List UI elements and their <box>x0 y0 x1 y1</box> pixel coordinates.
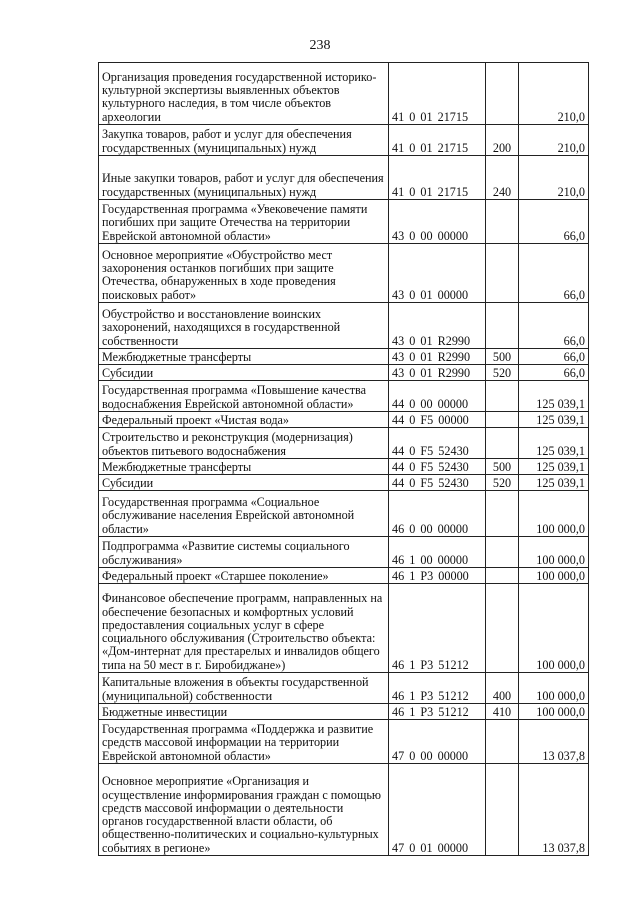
table-row <box>99 568 589 584</box>
table-row <box>99 125 589 156</box>
row-sum: 100 000,0 <box>519 568 589 584</box>
row-code: 47 0 00 00000 <box>389 720 486 764</box>
table-row <box>99 200 589 244</box>
table-row <box>99 720 589 764</box>
table-row <box>99 459 589 475</box>
row-vr: 240 <box>486 156 519 200</box>
row-name: Закупка товаров, работ и услуг для обеспечения государственных (муниципальных) нужд <box>99 125 389 156</box>
row-name: Федеральный проект «Старшее поколение» <box>99 568 389 584</box>
row-vr <box>486 200 519 244</box>
table-row <box>99 365 589 381</box>
row-name: Государственная программа «Социальное обслуживание населения Еврейской автономной области» <box>99 491 389 537</box>
row-sum: 210,0 <box>519 156 589 200</box>
row-sum: 125 039,1 <box>519 381 589 412</box>
page-number: 238 <box>309 38 331 53</box>
row-vr <box>486 412 519 428</box>
row-sum: 210,0 <box>519 125 589 156</box>
row-name: Межбюджетные трансферты <box>99 349 389 365</box>
table-row <box>99 673 589 704</box>
row-code: 43 0 01 R2990 <box>389 349 486 365</box>
row-name: Субсидии <box>99 365 389 381</box>
row-vr: 520 <box>486 365 519 381</box>
table-row <box>99 537 589 568</box>
row-code: 41 0 01 21715 <box>389 63 486 125</box>
row-vr <box>486 381 519 412</box>
table-row <box>99 412 589 428</box>
row-sum: 100 000,0 <box>519 673 589 704</box>
row-code: 44 0 00 00000 <box>389 381 486 412</box>
row-name: Организация проведения государственной историко-культурной экспертизы выявленных объектов культурного наследия, в том числе объектов археологии <box>99 63 389 125</box>
row-sum: 100 000,0 <box>519 537 589 568</box>
row-name: Основное мероприятие «Организация и осуществление информирования граждан с помощью средств массовой информации о деятельности органов государственной власти области, об общественно-политических и социально-культурных событиях в регионе» <box>99 764 389 856</box>
row-code: 41 0 01 21715 <box>389 156 486 200</box>
row-sum: 66,0 <box>519 200 589 244</box>
row-code: 43 0 01 R2990 <box>389 365 486 381</box>
row-vr <box>486 63 519 125</box>
row-code: 44 0 F5 00000 <box>389 412 486 428</box>
table-row <box>99 491 589 537</box>
row-code: 46 1 P3 51212 <box>389 673 486 704</box>
row-vr: 410 <box>486 704 519 720</box>
row-code: 41 0 01 21715 <box>389 125 486 156</box>
row-code: 47 0 01 00000 <box>389 764 486 856</box>
row-code: 43 0 01 00000 <box>389 244 486 303</box>
table-row <box>99 764 589 856</box>
table-row <box>99 428 589 459</box>
table-row <box>99 156 589 200</box>
row-sum: 125 039,1 <box>519 459 589 475</box>
row-code: 46 1 P3 00000 <box>389 568 486 584</box>
row-vr: 500 <box>486 349 519 365</box>
row-code: 44 0 F5 52430 <box>389 459 486 475</box>
budget-table <box>98 62 589 856</box>
row-sum: 13 037,8 <box>519 720 589 764</box>
row-code: 44 0 F5 52430 <box>389 475 486 491</box>
row-vr <box>486 303 519 349</box>
row-sum: 100 000,0 <box>519 584 589 673</box>
row-sum: 66,0 <box>519 244 589 303</box>
row-name: Государственная программа «Повышение качества водоснабжения Еврейской автономной области» <box>99 381 389 412</box>
row-name: Основное мероприятие «Обустройство мест захоронения останков погибших при защите Отечества, обнаруженных в ходе проведения поисковых работ» <box>99 244 389 303</box>
row-name: Обустройство и восстановление воинских захоронений, находящихся в государственной собственности <box>99 303 389 349</box>
row-name: Межбюджетные трансферты <box>99 459 389 475</box>
row-code: 46 1 00 00000 <box>389 537 486 568</box>
row-vr: 520 <box>486 475 519 491</box>
row-vr <box>486 568 519 584</box>
row-sum: 66,0 <box>519 349 589 365</box>
row-code: 46 1 P3 51212 <box>389 704 486 720</box>
table-row <box>99 475 589 491</box>
row-vr <box>486 764 519 856</box>
row-code: 43 0 01 R2990 <box>389 303 486 349</box>
row-sum: 125 039,1 <box>519 475 589 491</box>
row-name: Субсидии <box>99 475 389 491</box>
row-name: Федеральный проект «Чистая вода» <box>99 412 389 428</box>
row-sum: 100 000,0 <box>519 491 589 537</box>
row-code: 46 0 00 00000 <box>389 491 486 537</box>
row-code: 43 0 00 00000 <box>389 200 486 244</box>
row-vr <box>486 244 519 303</box>
row-vr <box>486 491 519 537</box>
row-name: Подпрограмма «Развитие системы социального обслуживания» <box>99 537 389 568</box>
row-sum: 66,0 <box>519 303 589 349</box>
table-row <box>99 244 589 303</box>
row-vr: 200 <box>486 125 519 156</box>
row-sum: 125 039,1 <box>519 428 589 459</box>
row-code: 46 1 P3 51212 <box>389 584 486 673</box>
row-name: Капитальные вложения в объекты государственной (муниципальной) собственности <box>99 673 389 704</box>
row-sum: 66,0 <box>519 365 589 381</box>
row-sum: 125 039,1 <box>519 412 589 428</box>
table-row <box>99 584 589 673</box>
row-vr <box>486 428 519 459</box>
table-row <box>99 381 589 412</box>
row-sum: 100 000,0 <box>519 704 589 720</box>
row-vr: 500 <box>486 459 519 475</box>
row-sum: 13 037,8 <box>519 764 589 856</box>
row-name: Финансовое обеспечение программ, направленных на обеспечение безопасных и комфортных условий предоставления социальных услуг в сфере социального обслуживания (Строительство объекта: «Дом-интернат для престарелых и инвалидов общего типа на 50 мест в г. Биробиджане») <box>99 584 389 673</box>
row-code: 44 0 F5 52430 <box>389 428 486 459</box>
table-row <box>99 349 589 365</box>
row-vr <box>486 720 519 764</box>
row-vr <box>486 584 519 673</box>
row-sum: 210,0 <box>519 63 589 125</box>
table-row <box>99 303 589 349</box>
row-vr <box>486 537 519 568</box>
row-name: Иные закупки товаров, работ и услуг для обеспечения государственных (муниципальных) нужд <box>99 156 389 200</box>
row-name: Государственная программа «Поддержка и развитие средств массовой информации на территории Еврейской автономной области» <box>99 720 389 764</box>
table-row <box>99 63 589 125</box>
budget-table-body <box>99 63 589 856</box>
row-vr: 400 <box>486 673 519 704</box>
row-name: Бюджетные инвестиции <box>99 704 389 720</box>
row-name: Строительство и реконструкция (модернизация) объектов питьевого водоснабжения <box>99 428 389 459</box>
row-name: Государственная программа «Увековечение памяти погибших при защите Отечества на территории Еврейской автономной области» <box>99 200 389 244</box>
table-row <box>99 704 589 720</box>
